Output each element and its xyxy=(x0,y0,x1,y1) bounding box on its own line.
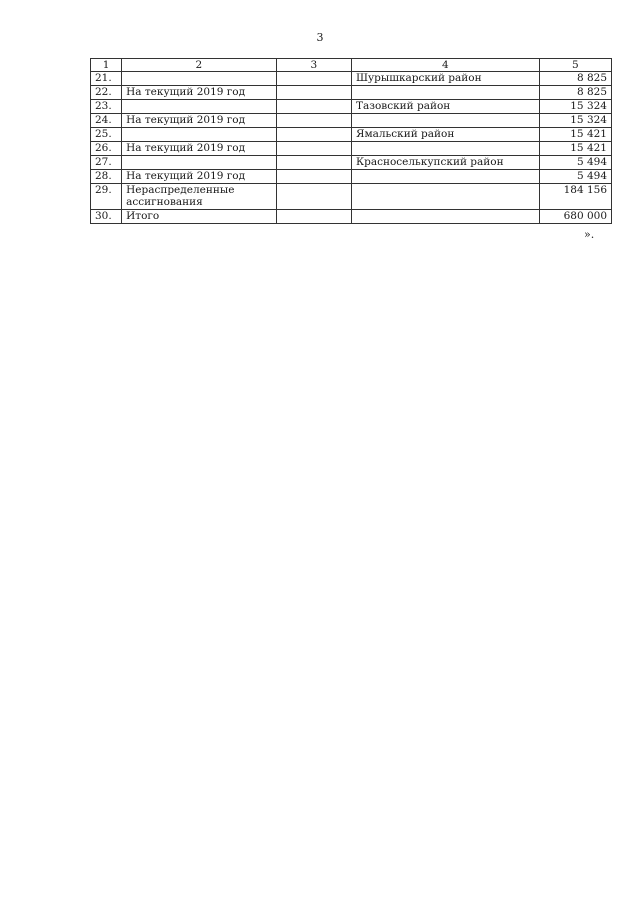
data-table xyxy=(90,58,612,224)
row-number: 24. xyxy=(91,114,122,128)
amount-cell: 5 494 xyxy=(539,156,611,170)
table-row xyxy=(91,170,612,184)
table-row xyxy=(91,72,612,86)
district-cell: Красноселькупский район xyxy=(351,156,539,170)
period-cell xyxy=(122,100,277,114)
district-cell xyxy=(351,210,539,224)
row-number: 27. xyxy=(91,156,122,170)
col3-cell xyxy=(276,86,351,100)
district-cell xyxy=(351,86,539,100)
table-row xyxy=(91,156,612,170)
row-number: 29. xyxy=(91,184,122,210)
header-col-5: 5 xyxy=(539,59,611,72)
amount-cell: 15 421 xyxy=(539,142,611,156)
period-cell: На текущий 2019 год xyxy=(122,142,277,156)
amount-cell: 8 825 xyxy=(539,86,611,100)
period-cell: На текущий 2019 год xyxy=(122,114,277,128)
table-row xyxy=(91,128,612,142)
table-row xyxy=(91,142,612,156)
district-cell: Тазовский район xyxy=(351,100,539,114)
header-col-2: 2 xyxy=(122,59,277,72)
col3-cell xyxy=(276,156,351,170)
header-col-1: 1 xyxy=(91,59,122,72)
col3-cell xyxy=(276,142,351,156)
period-cell xyxy=(122,72,277,86)
header-col-4: 4 xyxy=(351,59,539,72)
district-cell xyxy=(351,170,539,184)
col3-cell xyxy=(276,210,351,224)
page-number: 3 xyxy=(316,31,324,44)
amount-cell: 15 324 xyxy=(539,100,611,114)
header-col-3: 3 xyxy=(276,59,351,72)
amount-cell: 5 494 xyxy=(539,170,611,184)
col3-cell xyxy=(276,128,351,142)
district-cell xyxy=(351,184,539,210)
table-row xyxy=(91,86,612,100)
row-number: 22. xyxy=(91,86,122,100)
table-row xyxy=(91,114,612,128)
col3-cell xyxy=(276,72,351,86)
col3-cell xyxy=(276,114,351,128)
col3-cell xyxy=(276,170,351,184)
row-number: 26. xyxy=(91,142,122,156)
row-number: 23. xyxy=(91,100,122,114)
district-cell xyxy=(351,142,539,156)
period-cell: На текущий 2019 год xyxy=(122,170,277,184)
amount-cell: 184 156 xyxy=(539,184,611,210)
amount-cell: 680 000 xyxy=(539,210,611,224)
amount-cell: 15 324 xyxy=(539,114,611,128)
row-number: 25. xyxy=(91,128,122,142)
period-cell xyxy=(122,128,277,142)
period-cell: На текущий 2019 год xyxy=(122,86,277,100)
district-cell: Ямальский район xyxy=(351,128,539,142)
row-number: 30. xyxy=(91,210,122,224)
period-cell: Нераспределенные ассигнования xyxy=(122,184,277,210)
row-number: 28. xyxy=(91,170,122,184)
district-cell: Шурышкарский район xyxy=(351,72,539,86)
row-number: 21. xyxy=(91,72,122,86)
table-row xyxy=(91,184,612,210)
col3-cell xyxy=(276,184,351,210)
district-cell xyxy=(351,114,539,128)
table-header-row xyxy=(91,59,612,72)
closing-quote-mark: ». xyxy=(584,228,595,241)
amount-cell: 15 421 xyxy=(539,128,611,142)
col3-cell xyxy=(276,100,351,114)
period-cell xyxy=(122,156,277,170)
table-row xyxy=(91,100,612,114)
amount-cell: 8 825 xyxy=(539,72,611,86)
table-row xyxy=(91,210,612,224)
period-cell: Итого xyxy=(122,210,277,224)
